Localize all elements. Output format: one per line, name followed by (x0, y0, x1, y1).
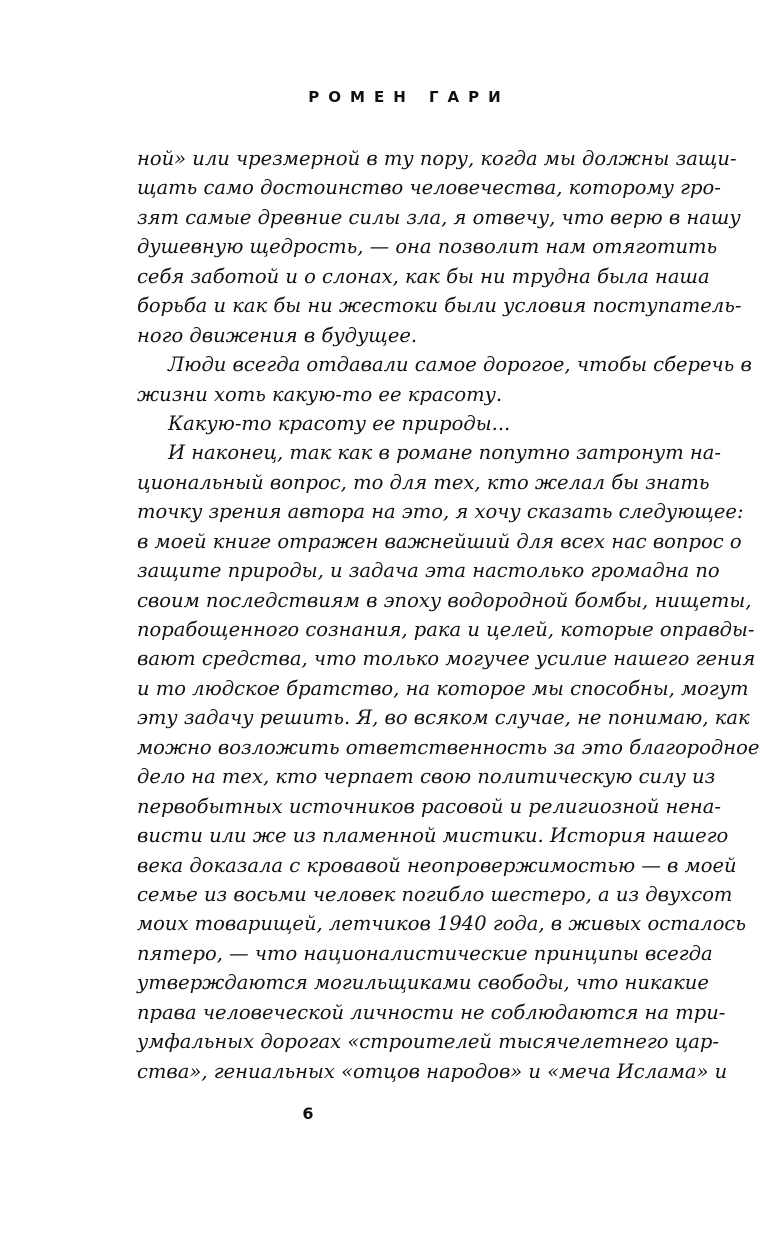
text-line: права человеческой личности не соблюдаются на три- (137, 1000, 726, 1024)
text-line: своим последствиям в эпоху водородной бомбы, нищеты, (137, 588, 752, 612)
text-line: Люди всегда отдавали самое дорогое, чтобы сберечь в (168, 353, 752, 377)
text-line: моих товарищей, летчиков 1940 года, в живых осталось (137, 912, 746, 936)
text-line: ной» или чрезмерной в ту пору, когда мы должны защи- (137, 147, 737, 170)
text-line: и то людское братство, на которое мы способны, могут (137, 676, 749, 700)
text-line: пятеро, — что националистические принципы всегда (137, 941, 713, 965)
text-line: семье из восьми человек погибло шестеро, а из двухсот (137, 882, 733, 906)
text-line: дело на тех, кто черпает свою политическую силу из (137, 765, 716, 789)
text-line: точку зрения автора на это, я хочу сказать следующее: (137, 500, 744, 524)
text-line: первобытных источников расовой и религиозной нена- (137, 794, 721, 818)
text-line: эту задачу решить. Я, во всяком случае, не понимаю, как (137, 706, 750, 730)
text-line: ства», гениальных «отцов народов» и «меча Ислама» и (137, 1059, 728, 1083)
text-line: умфальных дорогах «строителей тысячелетнего цар- (137, 1030, 719, 1054)
text-line: порабощенного сознания, рака и целей, которые оправды- (137, 618, 755, 641)
page-number: 6 (302, 1104, 314, 1123)
text-line: щать само достоинство человечества, которому гро- (137, 176, 721, 200)
text-line: утверждаются могильщиками свободы, что никакие (137, 971, 709, 995)
body-text (137, 144, 760, 1086)
text-line: висти или же из пламенной мистики. История нашего (137, 824, 729, 848)
text-line: в моей книге отражен важнейший для всех нас вопрос о (137, 529, 742, 553)
text-line: И наконец, так как в романе попутно затронут на- (168, 441, 721, 465)
text-line: Какую-то красоту ее природы... (168, 411, 511, 435)
text-line: ного движения в будущее. (137, 323, 418, 347)
text-line: циональный вопрос, то для тех, кто желал бы знать (137, 470, 710, 494)
text-line: борьба и как бы ни жестоки были условия поступатель- (137, 294, 742, 318)
text-line: душевную щедрость, — она позволит нам отяготить (137, 235, 718, 259)
text-line: зят самые древние силы зла, я отвечу, что верю в нашу (137, 205, 741, 229)
text-line: вают средства, что только могучее усилие нашего гения (137, 647, 756, 671)
text-line: защите природы, и задача эта настолько громадна по (137, 559, 720, 583)
text-line: себя заботой и о слонах, как бы ни трудна была наша (137, 264, 710, 288)
running-head: РОМЕН ГАРИ (308, 88, 510, 106)
text-line: можно возложить ответственность за это благородное (137, 735, 760, 759)
text-line: жизни хоть какую-то ее красоту. (137, 382, 503, 406)
text-line: века доказала с кровавой неопровержимостью — в моей (137, 853, 737, 877)
